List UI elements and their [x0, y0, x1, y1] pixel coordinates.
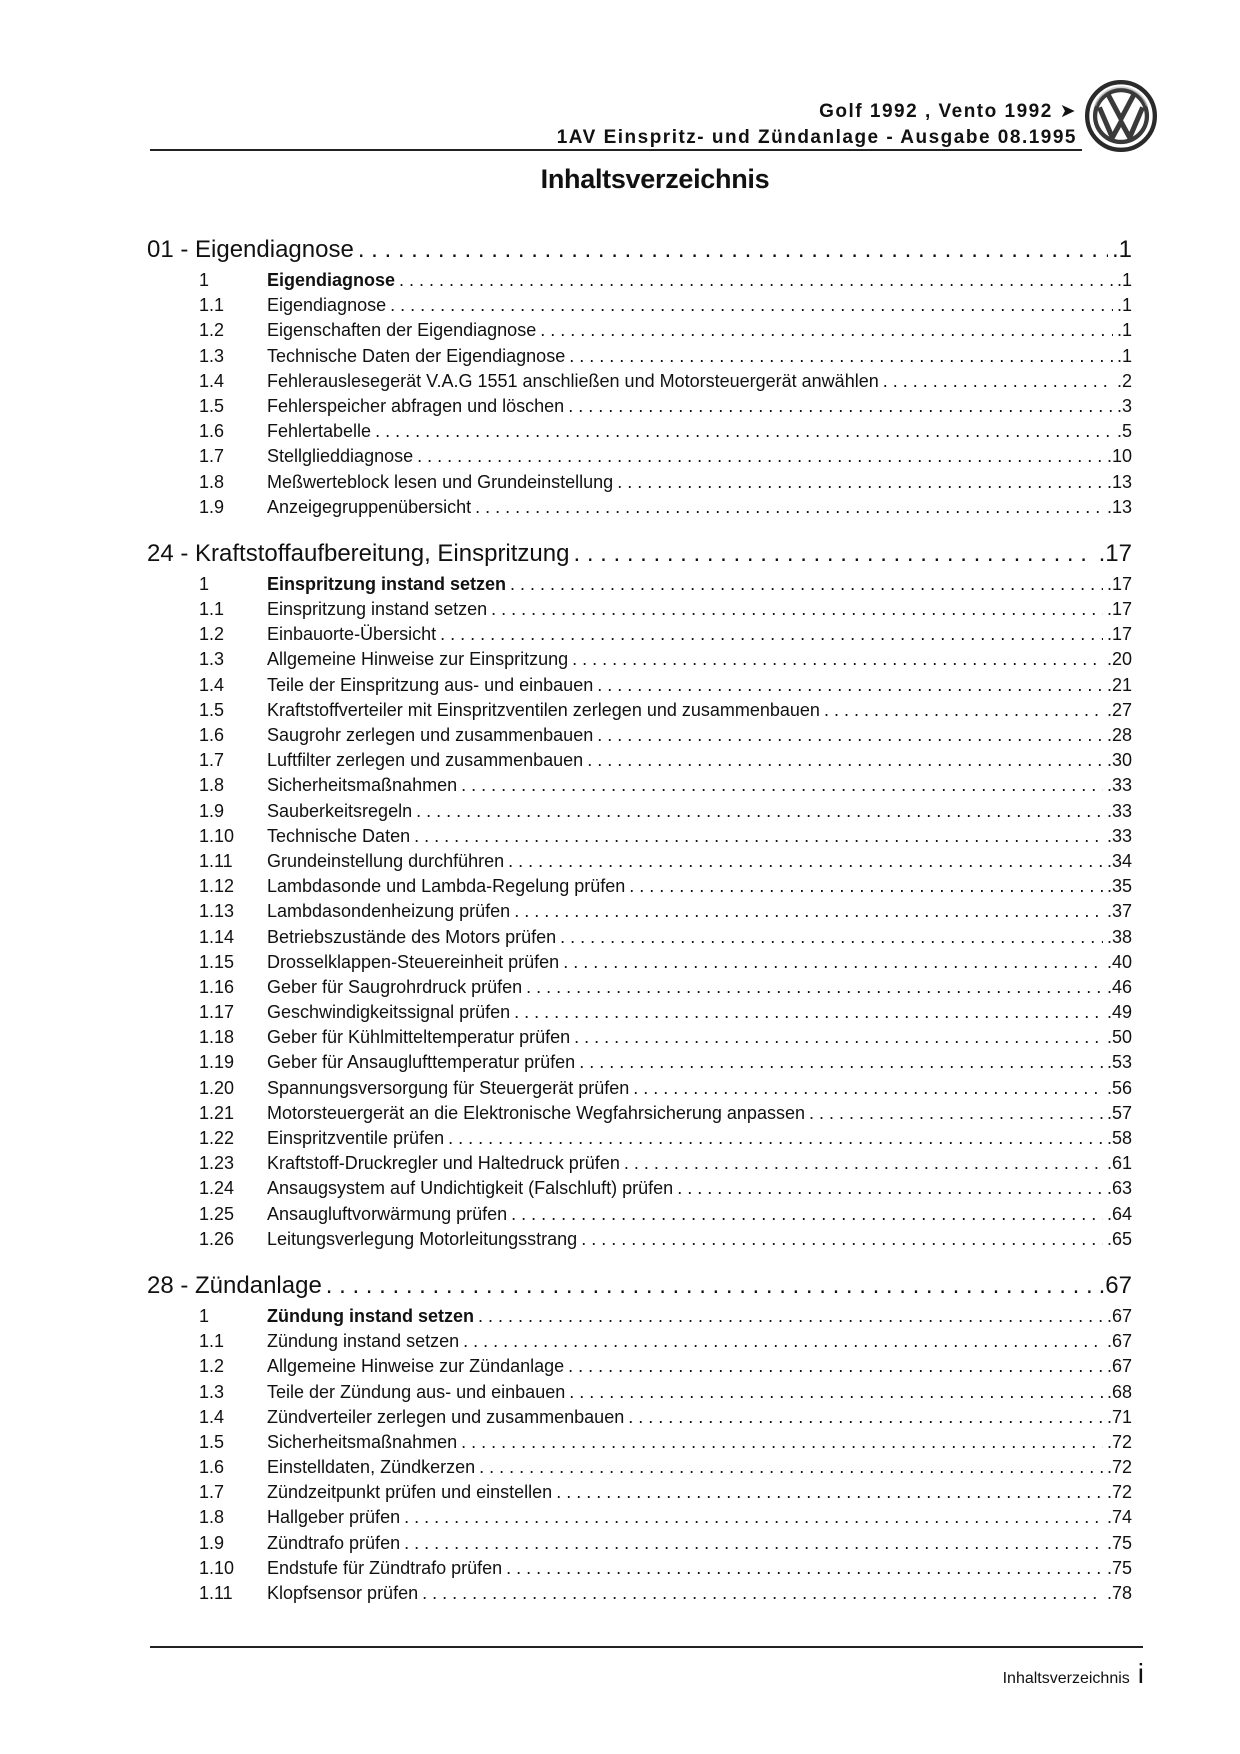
toc-entry-number: 1.11 [199, 1583, 233, 1603]
toc-entry-page: .33 [1106, 800, 1132, 821]
toc-entry-page: .50 [1106, 1027, 1132, 1048]
toc-entry-title: Zündverteiler zerlegen und zusammenbauen [267, 1406, 625, 1427]
toc-entry-page: .10 [1106, 446, 1132, 467]
toc-entry-page: .72 [1106, 1457, 1132, 1478]
toc-entry[interactable] [147, 268, 1132, 293]
toc-entry-number: 1.7 [199, 1482, 225, 1503]
toc-entry-title: Leitungsverlegung Motorleitungsstrang [267, 1228, 578, 1249]
toc-entry[interactable] [147, 1304, 1132, 1329]
toc-entry[interactable] [147, 1505, 1132, 1530]
toc-chapter-title: 28 - Zündanlage [147, 1271, 322, 1299]
toc-entry[interactable] [147, 419, 1132, 444]
toc-chapter-page: .17 [1098, 539, 1132, 567]
toc-entry[interactable] [147, 344, 1132, 369]
toc-entry[interactable] [147, 1329, 1132, 1354]
toc-entry[interactable] [147, 673, 1132, 698]
toc-entry-number: 1.7 [199, 446, 225, 467]
toc-leader [414, 824, 1103, 849]
toc-entry-number: 1.9 [199, 496, 225, 517]
toc-entry-number: 1.3 [199, 1381, 225, 1402]
toc-entry-title: Hallgeber prüfen [267, 1507, 401, 1528]
toc-entry-page: .33 [1106, 825, 1132, 846]
toc-entry-title: Einbauorte-Übersicht [267, 624, 437, 645]
toc-entry-title: Anzeigegruppenübersicht [267, 496, 472, 517]
toc-entry-title: Eigendiagnose [267, 270, 396, 290]
toc-leader [568, 1354, 1103, 1379]
toc-entry-title: Teile der Einspritzung aus- und einbauen [267, 674, 594, 695]
toc-leader [569, 1380, 1103, 1405]
toc-entry[interactable] [147, 470, 1132, 495]
toc-entry[interactable] [147, 318, 1132, 343]
toc-entry-page: .78 [1106, 1583, 1132, 1603]
page-header [150, 96, 1077, 152]
toc-entry[interactable] [147, 572, 1132, 597]
toc-entry[interactable] [147, 1354, 1132, 1379]
toc-leader [556, 1480, 1103, 1505]
toc-entry-page: .1 [1116, 345, 1132, 366]
toc-entry-title: Geber für Kühlmitteltemperatur prüfen [267, 1027, 571, 1048]
toc-entry-number: 1.1 [199, 295, 225, 316]
toc-entry[interactable] [147, 698, 1132, 723]
toc-entry-title: Ansaugsystem auf Undichtigkeit (Falschluft) prüfen [267, 1178, 674, 1199]
toc-entry-number: 1.18 [199, 1027, 235, 1048]
toc-entry-number: 1.3 [199, 345, 225, 366]
toc-entry-title: Allgemeine Hinweise zur Einspritzung [267, 649, 569, 670]
toc-entry-page: .65 [1106, 1228, 1132, 1249]
toc-entry-page: .72 [1106, 1482, 1132, 1503]
toc-leader [404, 1505, 1103, 1530]
toc-entry[interactable] [147, 1581, 1132, 1606]
toc-entry-page: .1 [1116, 295, 1132, 316]
header-model-line: Golf 1992 , Vento 1992 ➤ [819, 101, 1077, 122]
toc-entry-page: .63 [1106, 1178, 1132, 1199]
toc-entry-page: .5 [1116, 421, 1132, 442]
toc-entry-title: Geschwindigkeitssignal prüfen [267, 1002, 511, 1023]
toc-entry[interactable] [147, 1556, 1132, 1581]
toc-entry[interactable] [147, 1480, 1132, 1505]
toc-entry-page: .21 [1106, 674, 1132, 695]
toc-leader [514, 899, 1103, 924]
toc-entry[interactable] [147, 849, 1132, 874]
toc-entry[interactable] [147, 444, 1132, 469]
toc-entry-page: .72 [1106, 1431, 1132, 1452]
toc-entry-title: Sauberkeitsregeln [267, 800, 413, 821]
toc-entry-title: Technische Daten der Eigendiagnose [267, 345, 566, 366]
toc-leader [417, 444, 1103, 469]
toc-entry-title: Kraftstoff-Druckregler und Haltedruck prüfen [267, 1153, 620, 1174]
toc-entry-number: 1.5 [199, 699, 225, 720]
toc-entry-page: .68 [1106, 1381, 1132, 1402]
toc-leader [479, 1455, 1103, 1480]
toc-entry-page: .35 [1106, 876, 1132, 897]
toc-entry-title: Einstelldaten, Zündkerzen [267, 1457, 476, 1478]
toc-leader [358, 232, 1108, 268]
toc-entry-page: .67 [1106, 1356, 1132, 1377]
toc-leader [422, 1581, 1103, 1606]
toc-chapter-page: .67 [1098, 1271, 1132, 1299]
table-of-contents [147, 232, 1132, 1606]
toc-entry-number: 1.5 [199, 395, 225, 416]
toc-entry-page: .13 [1106, 471, 1132, 492]
toc-entry[interactable] [147, 899, 1132, 924]
toc-entry-title: Geber für Saugrohrdruck prüfen [267, 976, 523, 997]
toc-leader [624, 1151, 1103, 1176]
toc-entry[interactable] [147, 1076, 1132, 1101]
toc-entry-page: .1 [1116, 320, 1132, 341]
page-footer [1003, 1660, 1144, 1688]
toc-entry[interactable] [147, 773, 1132, 798]
toc-leader [579, 1050, 1103, 1075]
toc-leader [809, 1101, 1103, 1126]
toc-entry-title: Zündzeitpunkt prüfen und einstellen [267, 1482, 553, 1503]
toc-leader [510, 572, 1103, 597]
toc-entry-title: Zündung instand setzen [267, 1305, 474, 1326]
toc-entry[interactable] [147, 647, 1132, 672]
toc-entry-title: Klopfsensor prüfen [267, 1583, 419, 1603]
toc-entry-page: .71 [1106, 1406, 1132, 1427]
toc-entry-number: 1.20 [199, 1077, 235, 1098]
toc-chapter[interactable] [147, 536, 1132, 572]
toc-leader [463, 1329, 1103, 1354]
toc-leader [461, 773, 1103, 798]
toc-leader [633, 1076, 1103, 1101]
toc-entry[interactable] [147, 1050, 1132, 1075]
toc-leader [540, 318, 1113, 343]
toc-entry-number: 1.2 [199, 624, 225, 645]
toc-leader [508, 849, 1103, 874]
toc-entry[interactable] [147, 1455, 1132, 1480]
toc-entry-title: Fehlerauslesegerät V.A.G 1551 anschließen und Motorsteuergerät anwählen [267, 370, 879, 391]
toc-entry-title: Fehlerspeicher abfragen und löschen [267, 395, 565, 416]
toc-entry[interactable] [147, 1531, 1132, 1556]
toc-entry-number: 1.15 [199, 951, 235, 972]
toc-entry-page: .58 [1106, 1128, 1132, 1148]
toc-entry-title: Ansaugluftvorwärmung prüfen [267, 1203, 508, 1224]
header-edition-line: 1AV Einspritz- und Zündanlage - Ausgabe 08.1995 [556, 127, 1077, 148]
toc-entry-title: Zündung instand setzen [267, 1331, 460, 1352]
toc-entry-page: .75 [1106, 1532, 1132, 1553]
toc-entry-page: .53 [1106, 1052, 1132, 1073]
toc-entry-page: .74 [1106, 1507, 1132, 1528]
toc-entry-page: .57 [1106, 1102, 1132, 1123]
toc-entry[interactable] [147, 975, 1132, 1000]
toc-entry-number: 1.24 [199, 1178, 235, 1199]
toc-entry-title: Stellglieddiagnose [267, 446, 414, 467]
toc-entry-number: 1.9 [199, 1532, 225, 1553]
toc-entry-number: 1 [199, 573, 210, 594]
toc-entry-title: Spannungsversorgung für Steuergerät prüfen [267, 1077, 630, 1098]
toc-entry-page: .33 [1106, 775, 1132, 796]
toc-chapter-title: 01 - Eigendiagnose [147, 236, 354, 263]
toc-entry-title: Sicherheitsmaßnahmen [267, 775, 458, 796]
toc-entry-page: .46 [1106, 976, 1132, 997]
toc-entry-number: 1.19 [199, 1052, 235, 1073]
toc-entry-number: 1.6 [199, 421, 225, 442]
toc-entry-number: 1.3 [199, 649, 225, 670]
toc-entry-number: 1.26 [199, 1228, 235, 1249]
toc-entry[interactable] [147, 799, 1132, 824]
toc-leader [587, 748, 1103, 773]
toc-entry[interactable] [147, 925, 1132, 950]
toc-entry-title: Sicherheitsmaßnahmen [267, 1431, 458, 1452]
toc-entry-title: Saugrohr zerlegen und zusammenbauen [267, 725, 594, 745]
toc-entry[interactable] [147, 1405, 1132, 1430]
toc-entry[interactable] [147, 1126, 1132, 1151]
toc-chapter-page: .1 [1111, 236, 1132, 263]
toc-leader [574, 1025, 1103, 1050]
toc-entry-page: .20 [1106, 649, 1132, 670]
toc-leader [491, 597, 1103, 622]
toc-entry-number: 1.11 [199, 850, 233, 871]
vw-logo-icon [1085, 80, 1157, 152]
toc-entry-number: 1.5 [199, 1431, 225, 1452]
toc-leader [461, 1430, 1103, 1455]
toc-entry-title: Drosselklappen-Steuereinheit prüfen [267, 951, 560, 972]
toc-entry-number: 1 [199, 270, 210, 290]
toc-entry-number: 1.4 [199, 1406, 225, 1427]
toc-entry-title: Zündtrafo prüfen [267, 1532, 401, 1553]
toc-entry-number: 1.7 [199, 750, 225, 771]
toc-entry-number: 1.4 [199, 674, 225, 695]
toc-entry-number: 1.25 [199, 1203, 235, 1224]
toc-entry[interactable] [147, 1025, 1132, 1050]
toc-entry-title: Kraftstoffverteiler mit Einspritzventilen zerlegen und zusammenbauen [267, 699, 820, 720]
toc-leader [629, 874, 1103, 899]
toc-entry-number: 1.1 [199, 599, 225, 620]
toc-entry-title: Eigenschaften der Eigendiagnose [267, 320, 537, 341]
toc-leader [883, 369, 1113, 394]
toc-entry[interactable] [147, 874, 1132, 899]
toc-leader [404, 1531, 1103, 1556]
toc-entry-number: 1.8 [199, 471, 225, 492]
toc-entry-page: .75 [1106, 1557, 1132, 1578]
toc-entry-number: 1.13 [199, 901, 235, 922]
toc-entry-title: Meßwerteblock lesen und Grundeinstellung [267, 471, 614, 492]
toc-entry-title: Lambdasondenheizung prüfen [267, 901, 511, 922]
toc-entry-number: 1.23 [199, 1153, 235, 1174]
toc-entry[interactable] [147, 748, 1132, 773]
toc-entry[interactable] [147, 1176, 1132, 1201]
toc-leader [506, 1556, 1103, 1581]
toc-entry-page: .49 [1106, 1002, 1132, 1023]
footer-divider [150, 1646, 1143, 1648]
toc-leader [572, 647, 1103, 672]
toc-entry-title: Motorsteuergerät an die Elektronische Wegfahrsicherung anpassen [267, 1102, 805, 1123]
toc-leader [448, 1126, 1103, 1151]
toc-entry-number: 1.2 [199, 320, 225, 341]
toc-entry-number: 1.4 [199, 370, 225, 391]
toc-leader [824, 698, 1103, 723]
toc-entry-number: 1.10 [199, 825, 235, 846]
toc-entry-page: .64 [1106, 1203, 1132, 1224]
toc-entry-title: Einspritzung instand setzen [267, 599, 488, 620]
toc-leader [563, 950, 1103, 975]
toc-leader [568, 394, 1113, 419]
toc-leader [478, 1304, 1103, 1329]
toc-entry-page: .27 [1106, 699, 1132, 720]
toc-entry[interactable] [147, 1202, 1132, 1227]
toc-entry[interactable] [147, 824, 1132, 849]
toc-leader [597, 723, 1103, 748]
toc-entry-title: Technische Daten [267, 825, 411, 846]
toc-entry-title: Grundeinstellung durchführen [267, 850, 505, 871]
toc-leader [475, 495, 1103, 520]
toc-entry[interactable] [147, 1430, 1132, 1455]
toc-entry-page: .1 [1116, 270, 1132, 290]
toc-leader [581, 1227, 1103, 1252]
toc-leader [375, 419, 1113, 444]
toc-entry-title: Luftfilter zerlegen und zusammenbauen [267, 750, 584, 771]
toc-leader [628, 1405, 1103, 1430]
toc-leader [560, 925, 1103, 950]
toc-entry[interactable] [147, 1151, 1132, 1176]
toc-entry-number: 1.6 [199, 725, 225, 745]
toc-entry-number: 1.12 [199, 876, 235, 897]
toc-entry-page: .2 [1116, 370, 1132, 391]
toc-entry-page: .56 [1106, 1077, 1132, 1098]
toc-chapter[interactable] [147, 232, 1132, 268]
toc-entry-title: Allgemeine Hinweise zur Zündanlage [267, 1356, 565, 1377]
toc-leader [617, 470, 1103, 495]
toc-entry-number: 1.8 [199, 775, 225, 796]
toc-leader [597, 673, 1103, 698]
toc-entry[interactable] [147, 1000, 1132, 1025]
toc-chapter-title: 24 - Kraftstoffaufbereitung, Einspritzung [147, 539, 570, 567]
toc-entry-page: .61 [1106, 1153, 1132, 1174]
toc-entry-page: .13 [1106, 496, 1132, 517]
toc-entry[interactable] [147, 1227, 1132, 1252]
toc-leader [440, 622, 1103, 647]
toc-leader [326, 1268, 1095, 1304]
toc-entry[interactable] [147, 950, 1132, 975]
toc-entry[interactable] [147, 622, 1132, 647]
toc-entry-page: .30 [1106, 750, 1132, 771]
toc-entry-title: Einspritzung instand setzen [267, 573, 507, 594]
toc-entry-title: Endstufe für Zündtrafo prüfen [267, 1557, 503, 1578]
toc-entry-number: 1.22 [199, 1128, 235, 1148]
toc-leader [569, 344, 1113, 369]
toc-chapter[interactable] [147, 1268, 1132, 1304]
toc-entry[interactable] [147, 1380, 1132, 1405]
toc-entry-page: .34 [1106, 850, 1132, 871]
toc-entry-title: Eigendiagnose [267, 295, 387, 316]
toc-entry-page: .3 [1116, 395, 1132, 416]
toc-entry-title: Fehlertabelle [267, 421, 372, 442]
toc-leader [677, 1176, 1103, 1201]
toc-leader [399, 268, 1113, 293]
toc-entry-page: .67 [1106, 1305, 1132, 1326]
toc-entry-title: Geber für Ansauglufttemperatur prüfen [267, 1052, 576, 1073]
page-title: Inhaltsverzeichnis [540, 164, 770, 194]
toc-entry-title: Lambdasonde und Lambda-Regelung prüfen [267, 876, 626, 897]
toc-leader [416, 799, 1103, 824]
toc-entry-number: 1.14 [199, 926, 235, 947]
toc-entry[interactable] [147, 723, 1132, 748]
toc-entry-number: 1.1 [199, 1331, 225, 1352]
toc-entry-page: .17 [1106, 599, 1132, 620]
toc-entry-number: 1.9 [199, 800, 225, 821]
toc-entry-number: 1.21 [199, 1102, 235, 1123]
toc-leader [511, 1202, 1103, 1227]
toc-entry-page: .40 [1106, 951, 1132, 972]
toc-entry[interactable] [147, 597, 1132, 622]
toc-entry[interactable] [147, 394, 1132, 419]
toc-entry-number: 1.10 [199, 1557, 235, 1578]
toc-leader [390, 293, 1113, 318]
toc-entry-title: Betriebszustände des Motors prüfen [267, 926, 557, 947]
toc-entry[interactable] [147, 369, 1132, 394]
toc-entry-number: 1.6 [199, 1457, 225, 1478]
footer-page-number: i [1137, 1658, 1144, 1689]
toc-entry-page: .37 [1106, 901, 1132, 922]
toc-leader [573, 536, 1094, 572]
toc-entry[interactable] [147, 1101, 1132, 1126]
toc-entry-number: 1.2 [199, 1356, 225, 1377]
toc-entry-page: .28 [1106, 725, 1132, 745]
toc-entry-number: 1.17 [199, 1002, 235, 1023]
toc-entry-page: .17 [1106, 624, 1132, 645]
footer-label: Inhaltsverzeichnis [1002, 1670, 1130, 1687]
toc-leader [526, 975, 1103, 1000]
header-divider [150, 149, 1082, 151]
toc-leader [514, 1000, 1103, 1025]
toc-entry[interactable] [147, 495, 1132, 520]
toc-entry-title: Einspritzventile prüfen [267, 1128, 445, 1148]
toc-entry-number: 1.8 [199, 1507, 225, 1528]
toc-entry-number: 1.16 [199, 976, 235, 997]
toc-entry-page: .38 [1106, 926, 1132, 947]
toc-entry-page: .67 [1106, 1331, 1132, 1352]
toc-entry-number: 1 [199, 1305, 210, 1326]
toc-entry-title: Teile der Zündung aus- und einbauen [267, 1381, 566, 1402]
toc-entry[interactable] [147, 293, 1132, 318]
toc-entry-page: .17 [1106, 573, 1132, 594]
